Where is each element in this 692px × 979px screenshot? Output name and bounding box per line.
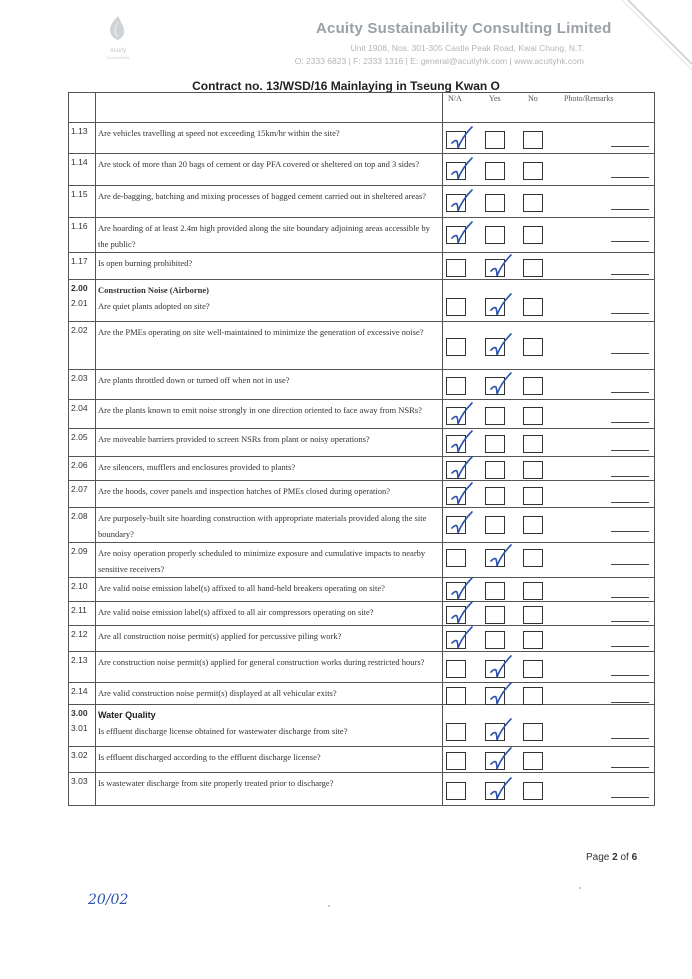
table-row (69, 253, 655, 280)
header-marks-cell (443, 93, 655, 123)
checkbox-yes[interactable] (485, 516, 505, 534)
section-row (69, 705, 655, 747)
checkmark-icon (487, 654, 515, 680)
item-number-cell (69, 322, 96, 370)
item-number-cell (69, 652, 96, 683)
checkmark-icon (487, 681, 515, 707)
question-text: Are the plants known to emit noise strongly in one direction oriented to face away from NSRs? (98, 405, 422, 415)
remarks-line[interactable] (611, 738, 649, 739)
checkbox-yes[interactable] (485, 487, 505, 505)
checkbox-yes[interactable] (485, 162, 505, 180)
header-num-cell (69, 93, 96, 123)
question-cell (96, 747, 443, 773)
question-text: Are stock of more than 20 bags of cement or day PFA covered or sheltered on top and 3 sides? (98, 159, 420, 169)
item-number-cell (69, 186, 96, 218)
question-text: Are noisy operation properly scheduled to minimize exposure and cumulative impacts to nearby sensitive receivers? (98, 548, 426, 574)
question-text: Are valid construction noise permit(s) displayed at all vehicular exits? (98, 688, 337, 698)
item-number: 3.03 (71, 776, 88, 786)
marks-cell (443, 602, 655, 626)
question-text: Are the PMEs operating on site well-maintained to minimize the generation of excessive noise? (98, 327, 424, 337)
marks-cell (443, 186, 655, 218)
table-row (69, 218, 655, 253)
checkbox-no[interactable] (523, 298, 543, 316)
col-header-no: No (528, 94, 538, 103)
checkmark-icon (487, 543, 515, 569)
section-row (69, 280, 655, 322)
question-cell (96, 154, 443, 186)
checkbox-no[interactable] (523, 723, 543, 741)
col-header-yes: Yes (489, 94, 501, 103)
handwritten-date-text: 20/02 (88, 892, 129, 908)
question-cell (96, 508, 443, 543)
item-number: 2.06 (71, 460, 88, 470)
marks-cell (443, 253, 655, 280)
checkbox-yes[interactable] (485, 435, 505, 453)
checkbox-na[interactable] (446, 752, 466, 770)
marks-cell (443, 626, 655, 652)
question-text: Are the hoods, cover panels and inspection hatches of PMEs closed during operation? (98, 486, 390, 496)
checkmark-icon (487, 253, 515, 279)
checkbox-na[interactable] (446, 377, 466, 395)
remarks-line[interactable] (611, 274, 649, 275)
question-text: Are vehicles travelling at speed not exceeding 15km/hr within the site? (98, 128, 340, 138)
marks-cell (443, 481, 655, 508)
checkbox-na[interactable] (446, 782, 466, 800)
checkbox-no[interactable] (523, 131, 543, 149)
item-number-cell (69, 253, 96, 280)
checkbox-no[interactable] (523, 226, 543, 244)
checkbox-no[interactable] (523, 516, 543, 534)
checkbox-no[interactable] (523, 582, 543, 600)
item-number-cell (69, 280, 96, 322)
item-number-cell (69, 481, 96, 508)
checkbox-yes[interactable] (485, 582, 505, 600)
item-number: 1.17 (71, 256, 88, 266)
marks-cell (443, 543, 655, 578)
checkbox-na[interactable] (446, 298, 466, 316)
remarks-line[interactable] (611, 646, 649, 647)
marks-cell (443, 400, 655, 429)
checklist-table (68, 92, 655, 806)
checkbox-no[interactable] (523, 687, 543, 705)
checkmark-icon (448, 156, 476, 182)
question-cell (96, 652, 443, 683)
checkmark-icon (448, 401, 476, 427)
section-title: Construction Noise (Airborne) (98, 285, 209, 295)
item-number: 2.01 (71, 298, 88, 308)
question-cell (96, 429, 443, 457)
item-number-cell (69, 747, 96, 773)
checkbox-no[interactable] (523, 338, 543, 356)
checkbox-yes[interactable] (485, 226, 505, 244)
item-number: 2.08 (71, 511, 88, 521)
page-current: 2 (612, 852, 618, 863)
marks-cell (443, 683, 655, 705)
item-number-cell (69, 457, 96, 481)
header-question-cell (96, 93, 443, 123)
question-cell (96, 280, 443, 322)
item-number-cell (69, 683, 96, 705)
svg-text:Sustainability: Sustainability (106, 55, 130, 60)
checkbox-na[interactable] (446, 660, 466, 678)
table-row (69, 123, 655, 154)
question-cell (96, 253, 443, 280)
checkbox-no[interactable] (523, 461, 543, 479)
table-row (69, 457, 655, 481)
section-number: 3.00 (71, 708, 88, 718)
checkbox-no[interactable] (523, 407, 543, 425)
checkmark-icon (448, 188, 476, 214)
item-number: 1.16 (71, 221, 88, 231)
marks-cell (443, 218, 655, 253)
remarks-line[interactable] (611, 531, 649, 532)
table-row (69, 543, 655, 578)
contact-line: O: 2333 6823 | F: 2333 1316 | E: general@acuityhk.com | www.acuityhk.com (294, 56, 584, 66)
page-of: of (620, 852, 629, 863)
question-text: Are valid noise emission label(s) affixed to all hand-held breakers operating on site? (98, 583, 385, 593)
item-number: 3.02 (71, 750, 88, 760)
col-header-remarks: Photo/Remarks (564, 94, 614, 103)
question-cell (96, 705, 443, 747)
checkmark-icon (487, 292, 515, 318)
question-text: Are valid noise emission label(s) affixed to all air compressors operating on site? (98, 607, 374, 617)
checkbox-yes[interactable] (485, 407, 505, 425)
item-number: 1.15 (71, 189, 88, 199)
section-title: Water Quality (98, 710, 156, 720)
item-number: 3.01 (71, 723, 88, 733)
question-cell (96, 773, 443, 806)
question-cell (96, 578, 443, 602)
remarks-line[interactable] (611, 392, 649, 393)
checkbox-na[interactable] (446, 687, 466, 705)
item-number: 1.13 (71, 126, 88, 136)
question-cell (96, 543, 443, 578)
checkmark-icon (448, 481, 476, 507)
table-row (69, 186, 655, 218)
marks-cell (443, 154, 655, 186)
marks-cell (443, 429, 655, 457)
section-number: 2.00 (71, 283, 88, 293)
item-number: 2.04 (71, 403, 88, 413)
scan-speck (328, 905, 330, 907)
item-number: 2.02 (71, 325, 88, 335)
checkbox-no[interactable] (523, 259, 543, 277)
checkbox-yes[interactable] (485, 631, 505, 649)
table-row (69, 652, 655, 683)
remarks-line[interactable] (611, 767, 649, 768)
table-row (69, 400, 655, 429)
checkbox-no[interactable] (523, 606, 543, 624)
checkmark-icon (487, 371, 515, 397)
page-total: 6 (631, 852, 638, 863)
marks-cell (443, 370, 655, 400)
item-number-cell (69, 370, 96, 400)
checkmark-icon (487, 776, 515, 802)
col-header-na: N/A (448, 94, 462, 103)
question-cell (96, 626, 443, 652)
question-cell (96, 370, 443, 400)
remarks-line[interactable] (611, 502, 649, 503)
checkmark-icon (448, 600, 476, 626)
page-fold-mark (622, 0, 692, 70)
company-logo (96, 12, 140, 64)
question-cell (96, 457, 443, 481)
question-text: Are plants throttled down or turned off when not in use? (98, 375, 290, 385)
marks-cell (443, 578, 655, 602)
marks-cell (443, 457, 655, 481)
question-text: Are hoarding of at least 2.4m high provided along the site boundary adjoining areas accessible by the public? (98, 223, 430, 249)
item-number: 2.07 (71, 484, 88, 494)
question-text: Are quiet plants adopted on site? (98, 301, 210, 311)
marks-cell (443, 773, 655, 806)
table-row (69, 602, 655, 626)
table-row (69, 322, 655, 370)
marks-cell (443, 652, 655, 683)
table-row (69, 626, 655, 652)
question-cell (96, 602, 443, 626)
question-cell (96, 322, 443, 370)
checkmark-icon (487, 717, 515, 743)
remarks-line[interactable] (611, 797, 649, 798)
remarks-line[interactable] (611, 177, 649, 178)
item-number-cell (69, 400, 96, 429)
checkbox-no[interactable] (523, 435, 543, 453)
checkbox-na[interactable] (446, 338, 466, 356)
remarks-line[interactable] (611, 209, 649, 210)
page-number (586, 852, 637, 863)
checkbox-yes[interactable] (485, 606, 505, 624)
item-number-cell (69, 123, 96, 154)
table-row (69, 508, 655, 543)
item-number-cell (69, 429, 96, 457)
question-text: Are de-bagging, batching and mixing processes of bagged cement carried out in sheltered areas? (98, 191, 427, 201)
question-text: Are all construction noise permit(s) applied for percussive piling work? (98, 631, 342, 641)
table-row (69, 370, 655, 400)
item-number: 2.14 (71, 686, 88, 696)
checkbox-no[interactable] (523, 549, 543, 567)
checkmark-icon (487, 746, 515, 772)
checkmark-icon (448, 220, 476, 246)
item-number-cell (69, 602, 96, 626)
table-row (69, 154, 655, 186)
item-number: 2.10 (71, 581, 88, 591)
item-number: 2.09 (71, 546, 88, 556)
company-address (295, 42, 584, 68)
checkbox-yes[interactable] (485, 131, 505, 149)
checkbox-no[interactable] (523, 782, 543, 800)
remarks-line[interactable] (611, 597, 649, 598)
remarks-line[interactable] (611, 353, 649, 354)
checkbox-no[interactable] (523, 194, 543, 212)
remarks-line[interactable] (611, 450, 649, 451)
table-row (69, 747, 655, 773)
question-cell (96, 186, 443, 218)
marks-cell (443, 123, 655, 154)
question-text: Is effluent discharged according to the effluent discharge license? (98, 752, 321, 762)
item-number: 1.14 (71, 157, 88, 167)
question-cell (96, 123, 443, 154)
question-cell (96, 481, 443, 508)
question-cell (96, 683, 443, 705)
remarks-line[interactable] (611, 621, 649, 622)
checkbox-yes[interactable] (485, 194, 505, 212)
item-number-cell (69, 154, 96, 186)
question-text: Is open burning prohibited? (98, 258, 193, 268)
checkbox-no[interactable] (523, 162, 543, 180)
item-number: 2.05 (71, 432, 88, 442)
marks-cell (443, 322, 655, 370)
table-row (69, 578, 655, 602)
table-row (69, 481, 655, 508)
checkmark-icon (448, 510, 476, 536)
item-number: 2.03 (71, 373, 88, 383)
checkbox-no[interactable] (523, 487, 543, 505)
checkbox-na[interactable] (446, 549, 466, 567)
marks-cell (443, 508, 655, 543)
checkmark-icon (448, 125, 476, 151)
marks-cell (443, 280, 655, 322)
address-line: Unit 1908, Nos. 301-305 Castle Peak Road, Kwai Chung, N.T. (350, 43, 584, 53)
checkbox-no[interactable] (523, 752, 543, 770)
question-text: Are moveable barriers provided to screen NSRs from plant or noisy operations? (98, 434, 370, 444)
question-text: Is effluent discharge license obtained for wastewater discharge from site? (98, 726, 348, 736)
question-text: Are purposely-built site hoarding construction with appropriate materials provided along the site boundary? (98, 513, 427, 539)
svg-text:Acuity: Acuity (109, 48, 127, 54)
remarks-line[interactable] (611, 313, 649, 314)
contract-title: Contract no. 13/WSD/16 Mainlaying in Tseung Kwan O (192, 79, 500, 93)
question-cell (96, 218, 443, 253)
page-label: Page (586, 852, 610, 863)
checkbox-na[interactable] (446, 723, 466, 741)
item-number-cell (69, 218, 96, 253)
marks-cell (443, 705, 655, 747)
table-row (69, 429, 655, 457)
item-number-cell (69, 773, 96, 806)
item-number: 2.12 (71, 629, 88, 639)
item-number-cell (69, 705, 96, 747)
remarks-line[interactable] (611, 675, 649, 676)
remarks-line[interactable] (611, 146, 649, 147)
table-header-row (69, 93, 655, 123)
checkbox-no[interactable] (523, 377, 543, 395)
marks-cell (443, 747, 655, 773)
checkbox-yes[interactable] (485, 461, 505, 479)
question-text: Are silencers, mufflers and enclosures provided to plants? (98, 462, 296, 472)
item-number: 2.13 (71, 655, 88, 665)
question-text: Is wastewater discharge from site properly treated prior to discharge? (98, 778, 334, 788)
remarks-line[interactable] (611, 564, 649, 565)
table-row (69, 683, 655, 705)
company-name: Acuity Sustainability Consulting Limited (316, 20, 612, 37)
item-number-cell (69, 626, 96, 652)
question-cell (96, 400, 443, 429)
checkmark-icon (448, 455, 476, 481)
item-number: 2.11 (71, 605, 87, 615)
remarks-line[interactable] (611, 702, 649, 703)
question-text: Are construction noise permit(s) applied for general construction works during restricted hours? (98, 657, 425, 667)
item-number-cell (69, 543, 96, 578)
checkmark-icon (448, 625, 476, 651)
item-number-cell (69, 508, 96, 543)
checkbox-no[interactable] (523, 660, 543, 678)
checkbox-na[interactable] (446, 259, 466, 277)
checkmark-icon (487, 332, 515, 358)
remarks-line[interactable] (611, 422, 649, 423)
item-number-cell (69, 578, 96, 602)
checkmark-icon (448, 429, 476, 455)
checkbox-no[interactable] (523, 631, 543, 649)
scan-speck (579, 887, 581, 889)
table-row (69, 773, 655, 806)
checkmark-icon (448, 576, 476, 602)
handwritten-date (88, 888, 132, 910)
remarks-line[interactable] (611, 241, 649, 242)
remarks-line[interactable] (611, 476, 649, 477)
